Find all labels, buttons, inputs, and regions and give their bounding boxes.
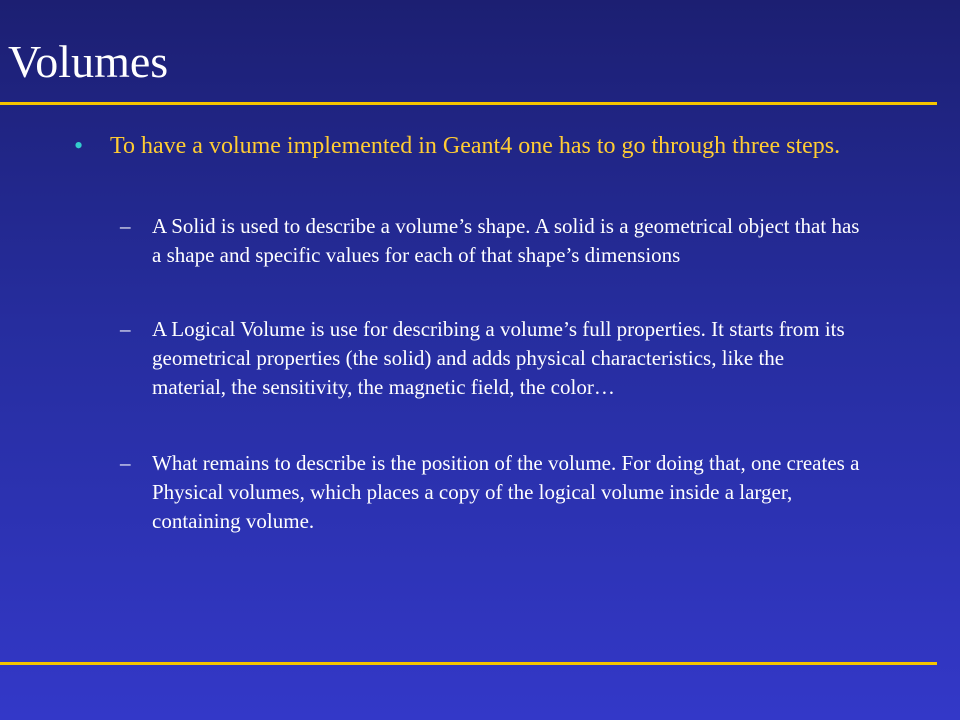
bullet-marker: •	[74, 131, 84, 160]
main-bullet-text: To have a volume implemented in Geant4 one has to go through three steps.	[110, 133, 841, 159]
sub-bullet-marker: –	[120, 451, 131, 475]
sub-bullet-solid	[120, 212, 860, 270]
sub-bullet-physical-volume	[120, 449, 860, 536]
sub-bullet-marker: –	[120, 317, 131, 341]
slide-title: Volumes	[8, 36, 169, 87]
title-divider	[0, 102, 937, 105]
footer-divider	[0, 662, 937, 665]
sub-bullet-text: A Logical Volume is use for describing a volume’s full properties. It starts from its geometrical properties (the solid) and adds physical characteristics, like the material, the sensitivity, the magnetic field, the color…	[152, 317, 845, 399]
sub-bullet-text: What remains to describe is the position of the volume. For doing that, one creates a Physical volumes, which places a copy of the logical volume inside a larger, containing volume.	[152, 451, 860, 533]
sub-bullet-text: A Solid is used to describe a volume’s shape. A solid is a geometrical object that has a shape and specific values for each of that shape’s dimensions	[152, 214, 860, 267]
sub-bullet-marker: –	[120, 214, 131, 238]
sub-bullet-logical-volume	[120, 315, 860, 402]
main-bullet	[74, 130, 864, 162]
